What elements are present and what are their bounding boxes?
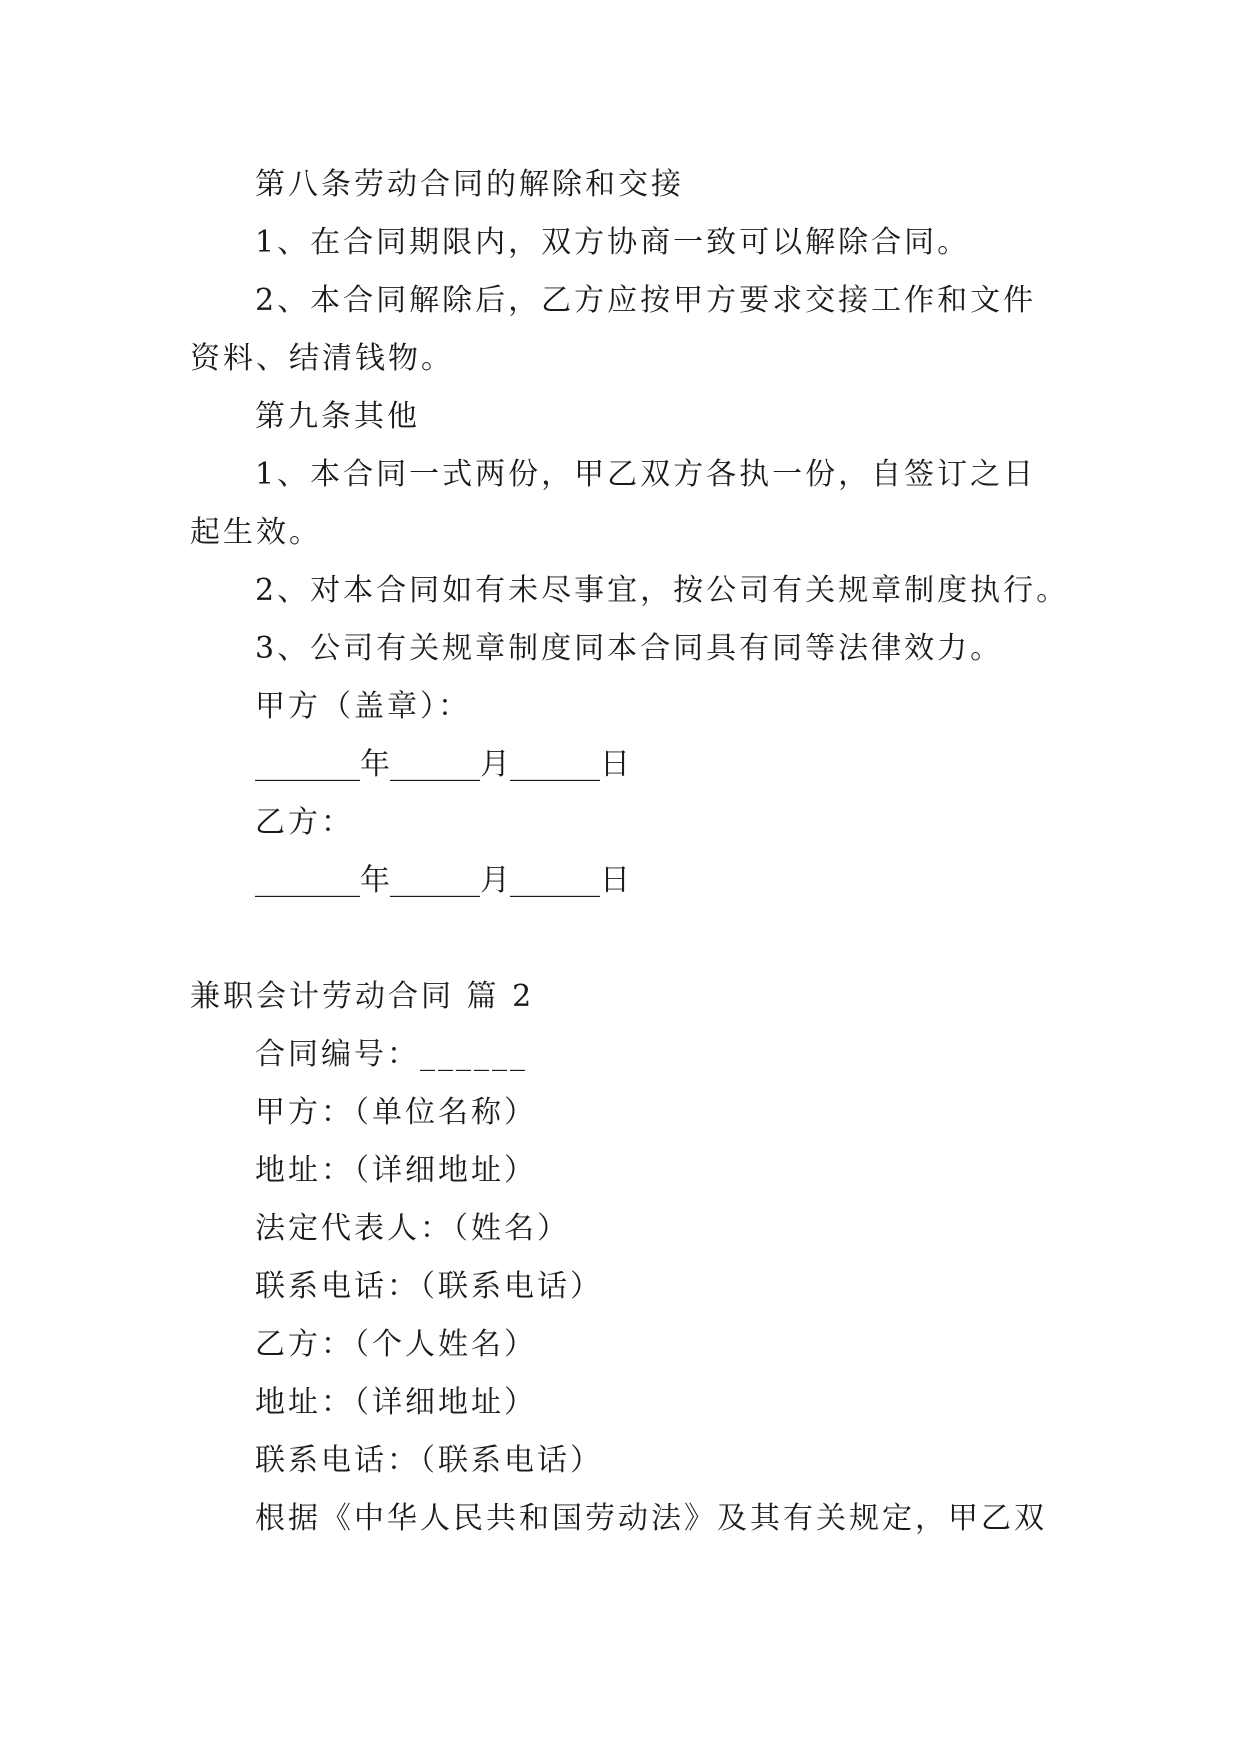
article-8-item-1: 1、在合同期限内，双方协商一致可以解除合同。 bbox=[255, 225, 971, 260]
article-9-title: 第九条其他 bbox=[255, 399, 420, 434]
article-9-item-3: 3、公司有关规章制度同本合同具有同等法律效力。 bbox=[255, 631, 1004, 666]
article-9-item-1-line-1: 1、本合同一式两份，甲乙双方各执一份，自签订之日 bbox=[255, 457, 1037, 492]
article-9-item-1-line-2: 起生效。 bbox=[190, 515, 322, 550]
date-line-party-a: _______年______月______日 bbox=[255, 747, 630, 782]
party-b-name: 乙方：（个人姓名） bbox=[255, 1327, 537, 1362]
article-8-item-2-line-2: 资料、结清钱物。 bbox=[190, 341, 454, 376]
article-8-title: 第八条劳动合同的解除和交接 bbox=[255, 167, 684, 202]
party-b-phone: 联系电话：（联系电话） bbox=[255, 1443, 603, 1478]
section-2-heading: 兼职会计劳动合同 篇 2 bbox=[190, 979, 535, 1014]
party-b-address: 地址：（详细地址） bbox=[255, 1385, 537, 1420]
contract-number: 合同编号：______ bbox=[255, 1037, 528, 1072]
date-line-party-b: _______年______月______日 bbox=[255, 863, 630, 898]
article-8-item-2-line-1: 2、本合同解除后，乙方应按甲方要求交接工作和文件 bbox=[255, 283, 1037, 318]
party-a-address: 地址：（详细地址） bbox=[255, 1153, 537, 1188]
article-9-item-2: 2、对本合同如有未尽事宜，按公司有关规章制度执行。 bbox=[255, 573, 1070, 608]
party-a-seal-label: 甲方（盖章）： bbox=[255, 689, 471, 724]
legal-representative: 法定代表人：（姓名） bbox=[255, 1211, 570, 1246]
legal-basis-paragraph: 根据《中华人民共和国劳动法》及其有关规定，甲乙双 bbox=[255, 1501, 1047, 1536]
party-a-phone: 联系电话：（联系电话） bbox=[255, 1269, 603, 1304]
party-b-label: 乙方： bbox=[255, 805, 354, 840]
party-a-name: 甲方：（单位名称） bbox=[255, 1095, 537, 1130]
